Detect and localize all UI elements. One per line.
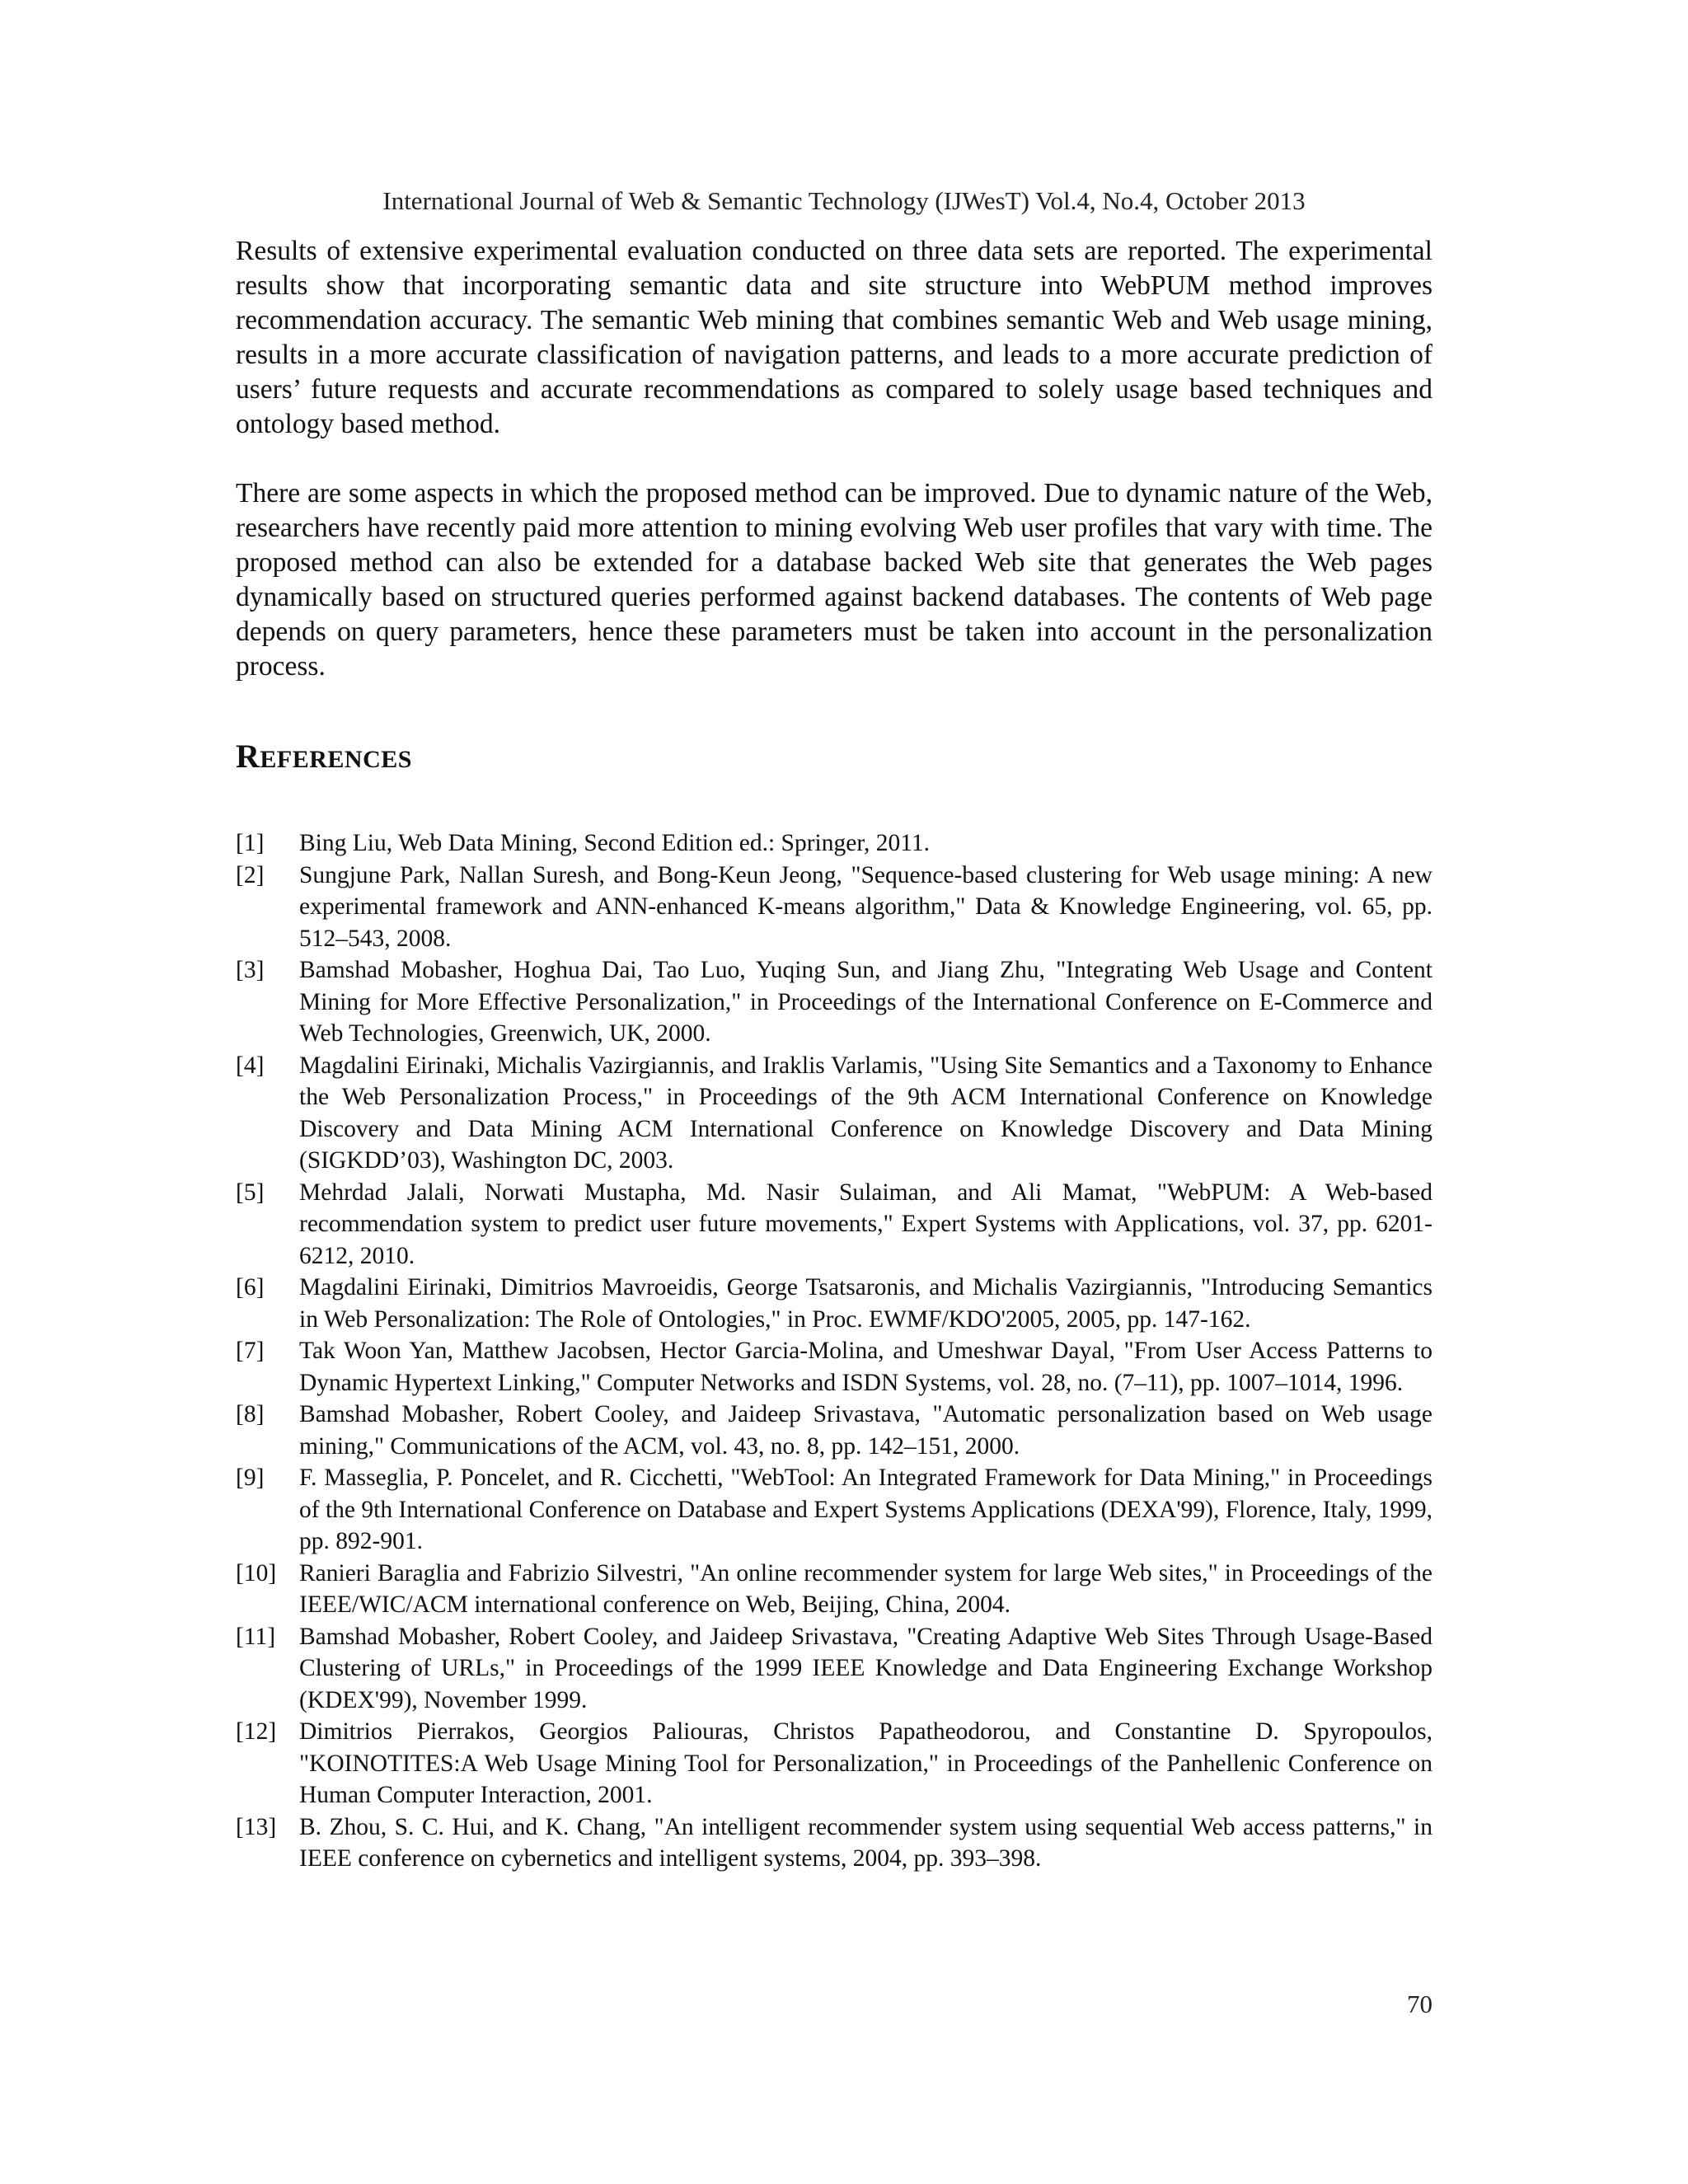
reference-item bbox=[236, 1621, 1432, 1717]
reference-number: [9] bbox=[236, 1465, 265, 1491]
reference-text: Ranieri Baraglia and Fabrizio Silvestri, "An online recommender system for large Web sites," in Proceedings of the IEEE/WIC/ACM international conference on Web, Beijing, China, 2004. bbox=[299, 1559, 1432, 1618]
page-body bbox=[236, 234, 1432, 1875]
reference-item bbox=[236, 860, 1432, 955]
reference-text: Bamshad Mobasher, Hoghua Dai, Tao Luo, Yuqing Sun, and Jiang Zhu, "Integrating Web Usage and Content Mining for More Effective Personalization," in Proceedings of the International Conference on E-Commerce and Web Technologies, Greenwich, UK, 2000. bbox=[299, 957, 1432, 1047]
reference-text: Tak Woon Yan, Matthew Jacobsen, Hector Garcia-Molina, and Umeshwar Dayal, "From User Access Patterns to Dynamic Hypertext Linking," Computer Networks and ISDN Systems, vol. 28, no. (7–11), pp. 1007–1014, 1996. bbox=[299, 1338, 1432, 1396]
reference-text: B. Zhou, S. C. Hui, and K. Chang, "An intelligent recommender system using sequential Web access patterns," in IEEE conference on cybernetics and intelligent systems, 2004, pp. 393–398. bbox=[299, 1813, 1432, 1872]
reference-text: Bing Liu, Web Data Mining, Second Edition ed.: Springer, 2011. bbox=[299, 830, 930, 856]
reference-number: [6] bbox=[236, 1274, 265, 1301]
reference-number: [12] bbox=[236, 1718, 277, 1745]
reference-item bbox=[236, 1558, 1432, 1621]
reference-text: Magdalini Eirinaki, Dimitrios Mavroeidis, George Tsatsaronis, and Michalis Vazirgiannis, "Introducing Semantics in Web Personalization: The Role of Ontologies," in Proc. EWMF/KDO'2005, 2005, pp. 147-162. bbox=[299, 1274, 1432, 1333]
reference-item bbox=[236, 1335, 1432, 1399]
reference-number: [13] bbox=[236, 1813, 277, 1840]
reference-number: [3] bbox=[236, 957, 265, 983]
references-heading bbox=[236, 737, 1432, 780]
reference-text: Bamshad Mobasher, Robert Cooley, and Jaideep Srivastava, "Automatic personalization based on Web usage mining," Communications of the ACM, vol. 43, no. 8, pp. 142–151, 2000. bbox=[299, 1401, 1432, 1460]
reference-item bbox=[236, 1399, 1432, 1462]
reference-item bbox=[236, 1462, 1432, 1558]
reference-list bbox=[236, 827, 1432, 1875]
reference-text: Dimitrios Pierrakos, Georgios Paliouras, Christos Papatheodorou, and Constantine D. Spyropoulos, "KOINOTITES:A Web Usage Mining Tool for Personalization," in Proceedings of the Panhellenic Conference on Human Computer Interaction, 2001. bbox=[299, 1718, 1432, 1808]
reference-text: Magdalini Eirinaki, Michalis Vazirgiannis, and Iraklis Varlamis, "Using Site Semantics and a Taxonomy to Enhance the Web Personalization Process," in Proceedings of the 9th ACM International Conference on Knowledge Discovery and Data Mining ACM International Conference on Knowledge Discovery and Data Mining (SIGKDD’03), Washington DC, 2003. bbox=[299, 1052, 1432, 1174]
reference-text: Sungjune Park, Nallan Suresh, and Bong-Keun Jeong, "Sequence-based clustering for Web usage mining: A new experimental framework and ANN-enhanced K-means algorithm," Data & Knowledge Engineering, vol. 65, pp. 512–543, 2008. bbox=[299, 861, 1432, 952]
reference-text: F. Masseglia, P. Poncelet, and R. Cicchetti, "WebTool: An Integrated Framework for Data Mining," in Proceedings of the 9th International Conference on Database and Expert Systems Applications (DEXA'99), Florence, Italy, 1999, pp. 892-901. bbox=[299, 1465, 1432, 1554]
page-number: 70 bbox=[1407, 1990, 1432, 2018]
reference-number: [7] bbox=[236, 1338, 265, 1364]
reference-number: [2] bbox=[236, 861, 265, 888]
reference-item bbox=[236, 1050, 1432, 1177]
reference-item bbox=[236, 1716, 1432, 1811]
body-paragraph-2: There are some aspects in which the proposed method can be improved. Due to dynamic nature of the Web, researchers have recently paid more attention to mining evolving Web user profiles that vary with time. The proposed method can also be extended for a database backed Web site that generates the Web pages dynamically based on structured queries performed against backend databases. The contents of Web page depends on query parameters, hence these parameters must be taken into account in the personalization process. bbox=[236, 478, 1432, 682]
reference-item bbox=[236, 1177, 1432, 1272]
reference-text: Mehrdad Jalali, Norwati Mustapha, Md. Nasir Sulaiman, and Ali Mamat, "WebPUM: A Web-based recommendation system to predict user future movements," Expert Systems with Applications, vol. 37, pp. 6201-6212, 2010. bbox=[299, 1179, 1432, 1269]
reference-number: [5] bbox=[236, 1179, 265, 1206]
reference-text: Bamshad Mobasher, Robert Cooley, and Jaideep Srivastava, "Creating Adaptive Web Sites Through Usage-Based Clustering of URLs," in Proceedings of the 1999 IEEE Knowledge and Data Engineering Exchange Workshop (KDEX'99), November 1999. bbox=[299, 1623, 1432, 1713]
reference-item bbox=[236, 1272, 1432, 1335]
reference-item bbox=[236, 1811, 1432, 1875]
reference-number: [1] bbox=[236, 830, 265, 856]
reference-number: [11] bbox=[236, 1623, 276, 1650]
reference-item bbox=[236, 827, 1432, 860]
references-heading-initial: R bbox=[236, 738, 260, 775]
references-heading-rest: EFERENCES bbox=[260, 746, 412, 773]
journal-running-header: International Journal of Web & Semantic Technology (IJWesT) Vol.4, No.4, October 2013 bbox=[382, 186, 1306, 215]
reference-number: [4] bbox=[236, 1052, 265, 1079]
reference-item bbox=[236, 954, 1432, 1050]
reference-number: [8] bbox=[236, 1401, 265, 1427]
reference-number: [10] bbox=[236, 1559, 277, 1586]
body-paragraph-1: Results of extensive experimental evaluation conducted on three data sets are reported. The experimental results show that incorporating semantic data and site structure into WebPUM method improves recommendation accuracy. The semantic Web mining that combines semantic Web and Web usage mining, results in a more accurate classification of navigation patterns, and leads to a more accurate prediction of users’ future requests and accurate recommendations as compared to solely usage based techniques and ontology based method. bbox=[236, 236, 1432, 439]
